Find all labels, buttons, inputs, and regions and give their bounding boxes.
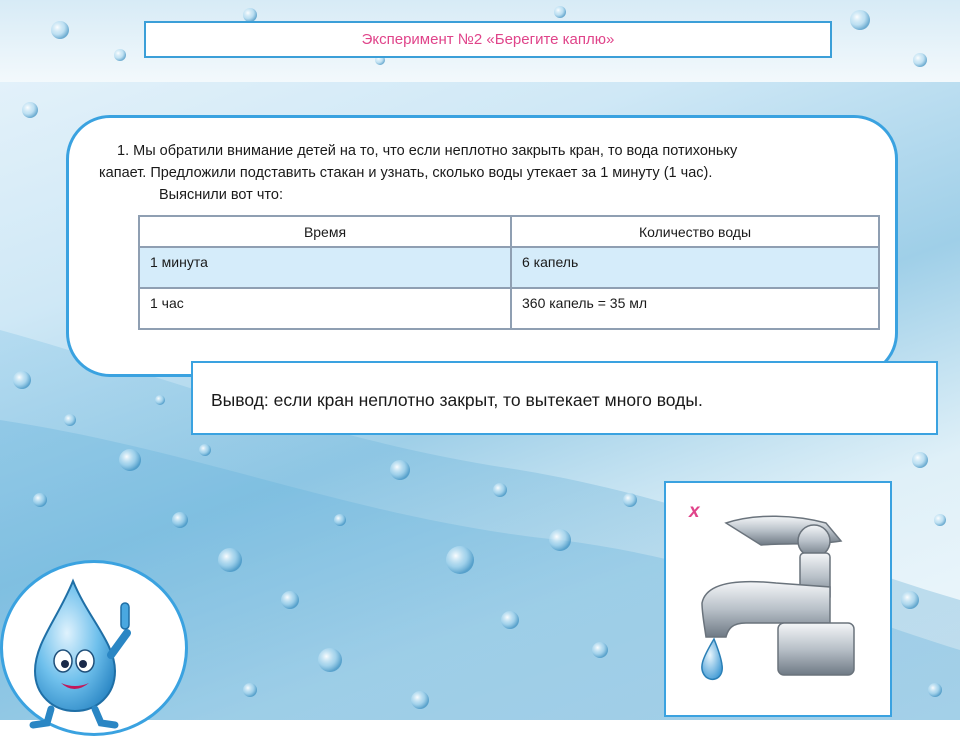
table-cell: 1 час [139,288,511,329]
conclusion-box [191,361,938,435]
slide-title-text: Эксперимент №2 «Берегите каплю» [361,31,615,48]
header-water-amount: Количество воды [511,216,879,247]
dripping-faucet-icon [666,483,890,715]
intro-line-1: 1. Мы обратили внимание детей на то, что если неплотно закрыть кран, то вода потихоньку [117,143,738,159]
table-row [139,247,879,288]
drop-character-icon [3,563,191,739]
table-cell: 360 капель = 35 мл [511,288,879,329]
header-time: Время [139,216,511,247]
intro-paragraph [99,140,879,206]
experiment-card [66,115,898,377]
slide-title [144,21,832,58]
faucet-image-box [664,481,892,717]
results-table [138,215,880,330]
intro-line-2: капает. Предложили подставить стакан и узнать, сколько воды утекает за 1 минуту (1 час). [99,165,713,181]
table-row [139,288,879,329]
table-header-row [139,216,879,247]
water-drop-mascot [0,560,188,736]
conclusion-text: Вывод: если кран неплотно закрыт, то вытекает много воды. [211,390,703,410]
table-cell: 6 капель [511,247,879,288]
faucet-cross-mark: x [689,501,700,522]
intro-line-3: Выяснили вот что: [159,187,283,203]
table-cell: 1 минута [139,247,511,288]
